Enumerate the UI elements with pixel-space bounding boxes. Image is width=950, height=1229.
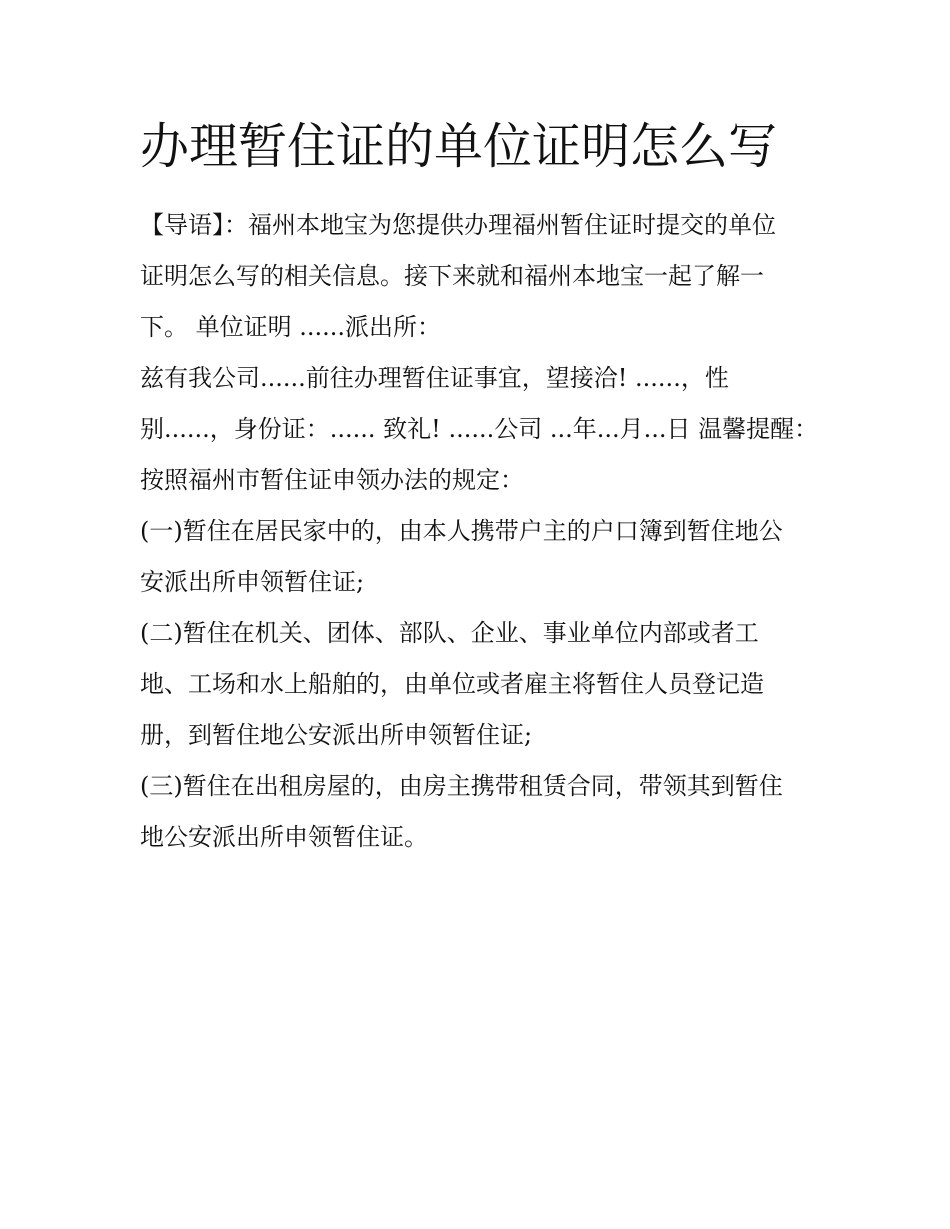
body-line: 地、工场和水上船舶的，由单位或者雇主将暂住人员登记造 [140, 670, 764, 698]
body-line-item-1: (一)暂住在居民家中的，由本人携带户主的户口簿到暂住地公 [140, 517, 783, 545]
body-line: 兹有我公司......前往办理暂住证事宜，望接洽! ......，性 [140, 364, 729, 392]
body-line-item-3: (三)暂住在出租房屋的，由房主携带租赁合同，带领其到暂住 [140, 772, 783, 800]
document-body [140, 200, 820, 863]
body-line: 地公安派出所申领暂住证。 [140, 823, 428, 851]
body-line: 册，到暂住地公安派出所申领暂住证; [140, 721, 533, 749]
page-title: 办理暂住证的单位证明怎么写 [140, 118, 778, 175]
body-line: 下。 单位证明 ......派出所： [140, 313, 442, 341]
body-line: 按照福州市暂住证申领办法的规定： [140, 466, 524, 494]
body-line-item-2: (二)暂住在机关、团体、部队、企业、事业单位内部或者工 [140, 619, 759, 647]
body-line: 别......，身份证：...... 致礼! ......公司 ...年...月...日 温馨提醒： [140, 415, 819, 443]
body-line: 证明怎么写的相关信息。接下来就和福州本地宝一起了解一 [140, 262, 764, 290]
body-line-intro: 【导语】：福州本地宝为您提供办理福州暂住证时提交的单位 [140, 211, 776, 239]
body-line: 安派出所申领暂住证; [140, 568, 365, 596]
